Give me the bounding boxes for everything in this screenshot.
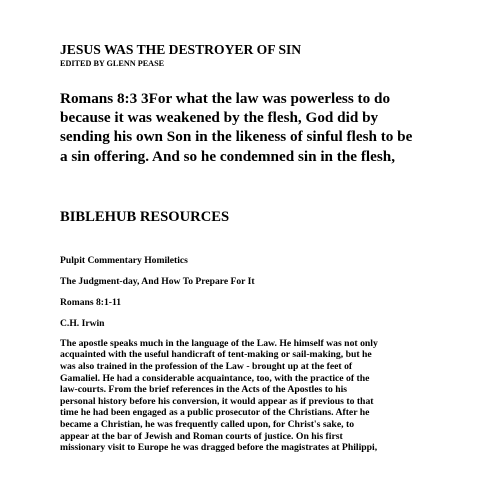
scripture-line: Romans 8:3 3For what the law was powerless to do (60, 90, 391, 107)
commentary-paragraph (60, 338, 480, 454)
scripture-line: sending his own Son in the likeness of sinful flesh to be (60, 128, 413, 146)
paragraph-line: Gamaliel. He had a considerable acquaintance, too, with the practice of the (60, 372, 370, 384)
scripture-line: a sin offering. And so he condemned sin in the flesh, (60, 147, 396, 165)
document-page (60, 42, 480, 454)
scripture-reference: Romans 8:1-11 (60, 296, 122, 308)
document-subtitle: EDITED BY GLENN PEASE (60, 59, 165, 68)
paragraph-line: missionary visit to Europe he was dragged before the magistrates at Philippi, (60, 442, 378, 454)
paragraph-line: personal history before his conversion, it would appear as if previous to that (60, 395, 374, 407)
scripture-passage (60, 89, 485, 166)
scripture-line: because it was weakened by the flesh, God did by (60, 109, 379, 127)
document-title: JESUS WAS THE DESTROYER OF SIN (60, 42, 302, 57)
commentary-source: Pulpit Commentary Homiletics (60, 254, 188, 266)
paragraph-line: was also trained in the profession of the Law - brought up at the feet of (60, 361, 353, 372)
paragraph-line: The apostle speaks much in the language of the Law. He himself was not only (60, 337, 378, 349)
section-heading: BIBLEHUB RESOURCES (60, 208, 230, 225)
paragraph-line: acquainted with the useful handicraft of tent-making or sail-making, but he (60, 349, 372, 361)
paragraph-line: time he had been engaged as a public prosecutor of the Christians. After he (60, 407, 370, 419)
paragraph-line: law-courts. From the brief references in the Acts of the Apostles to his (60, 384, 348, 396)
paragraph-line: became a Christian, he was frequently called upon, for Christ's sake, to (60, 418, 355, 430)
author-name: C.H. Irwin (60, 317, 105, 329)
sermon-title: The Judgment-day, And How To Prepare For It (60, 275, 255, 287)
paragraph-line: appear at the bar of Jewish and Roman courts of justice. On his first (60, 430, 343, 442)
